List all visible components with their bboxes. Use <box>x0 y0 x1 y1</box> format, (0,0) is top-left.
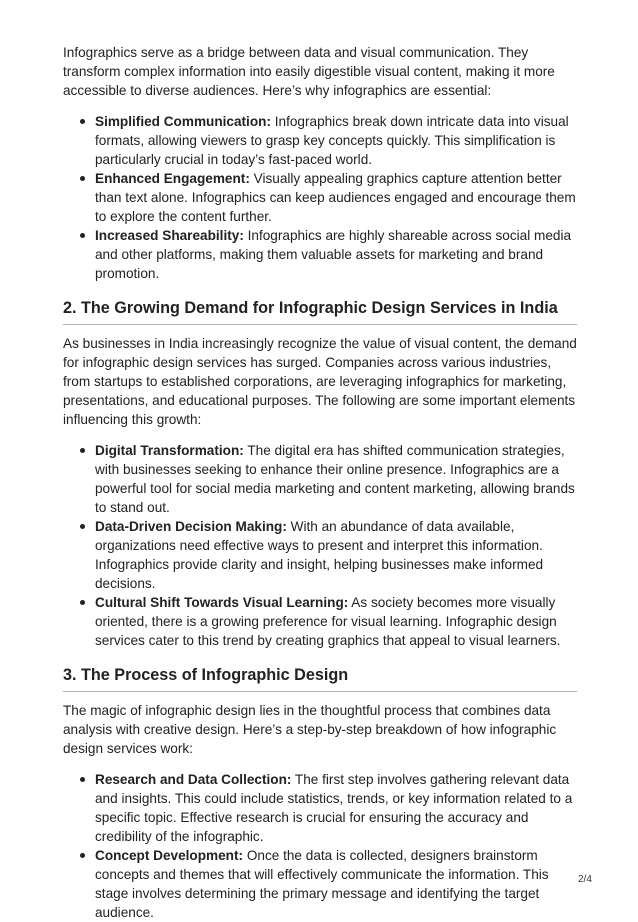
bullet-text: Visually appealing graphics capture attention better than text alone. Infographics can keep audiences engaged and encourage them to explore the content further. <box>95 171 576 224</box>
intro-bullet-list <box>63 112 577 283</box>
list-item <box>95 846 577 922</box>
bullet-text: Once the data is collected, designers brainstorm concepts and themes that will effectively communicate the information. This stage involves determining the primary message and identifying the target audience. <box>95 848 549 920</box>
bullet-text: The first step involves gathering relevant data and insights. This could include statistics, trends, or key information related to a specific topic. Effective research is crucial for ensuring the accuracy and credibility of the infographic. <box>95 772 573 844</box>
bullet-term: Simplified Communication: <box>95 114 271 129</box>
bullet-dot-icon <box>80 119 85 124</box>
bullet-term: Research and Data Collection: <box>95 772 292 787</box>
intro-paragraph: Infographics serve as a bridge between data and visual communication. They transform complex information into easily digestible visual content, making it more accessible to diverse audiences. Here’s why infographics are essential: <box>63 45 555 98</box>
bullet-text: The digital era has shifted communication strategies, with businesses seeking to enhance their online presence. Infographics are a powerful tool for social media marketing and content marketing, allowing brands to stand out. <box>95 443 575 515</box>
list-item <box>95 112 577 169</box>
section-heading-demand: 2. The Growing Demand for Infographic Design Services in India <box>63 298 577 325</box>
bullet-term: Enhanced Engagement: <box>95 171 250 186</box>
list-item <box>95 226 577 283</box>
bullet-text: As society becomes more visually oriented, there is a growing preference for visual learning. Infographic design services cater to this trend by creating graphics that appeal to visual learners. <box>95 595 561 648</box>
bullet-term: Increased Shareability: <box>95 228 244 243</box>
bullet-dot-icon <box>80 524 85 529</box>
section2-paragraph: As businesses in India increasingly recognize the value of visual content, the demand for infographic design services has surged. Companies across various industries, from startups to established corporations, are leveraging infographics for marketing, presentations, and educational purposes. The following are some important elements influencing this growth: <box>63 336 577 427</box>
bullet-text: Infographics break down intricate data into visual formats, allowing viewers to grasp key concepts quickly. This simplification is particularly crucial in today’s fast-paced world. <box>95 114 569 167</box>
section2-bullet-list <box>63 441 577 650</box>
bullet-text: Infographics are highly shareable across social media and other platforms, making them valuable assets for marketing and brand promotion. <box>95 228 572 281</box>
bullet-term: Digital Transformation: <box>95 443 244 458</box>
list-item <box>95 441 577 517</box>
list-item <box>95 517 577 593</box>
section3-bullet-list <box>63 770 577 922</box>
bullet-text: With an abundance of data available, organizations need effective ways to present and interpret this information. Infographics provide clarity and insight, helping businesses make informed decisions. <box>95 519 544 591</box>
list-item <box>95 770 577 846</box>
bullet-dot-icon <box>80 600 85 605</box>
bullet-dot-icon <box>80 233 85 238</box>
bullet-dot-icon <box>80 176 85 181</box>
bullet-dot-icon <box>80 853 85 858</box>
bullet-dot-icon <box>80 448 85 453</box>
document-page <box>63 43 577 922</box>
bullet-term: Concept Development: <box>95 848 244 863</box>
section-heading-process: 3. The Process of Infographic Design <box>63 665 577 692</box>
bullet-term: Cultural Shift Towards Visual Learning: <box>95 595 349 610</box>
section3-paragraph: The magic of infographic design lies in the thoughtful process that combines data analysis with creative design. Here’s a step-by-step breakdown of how infographic design services work: <box>63 703 557 756</box>
page-number: 2/4 <box>578 874 592 885</box>
bullet-term: Data-Driven Decision Making: <box>95 519 287 534</box>
bullet-dot-icon <box>80 777 85 782</box>
list-item <box>95 593 577 650</box>
list-item <box>95 169 577 226</box>
